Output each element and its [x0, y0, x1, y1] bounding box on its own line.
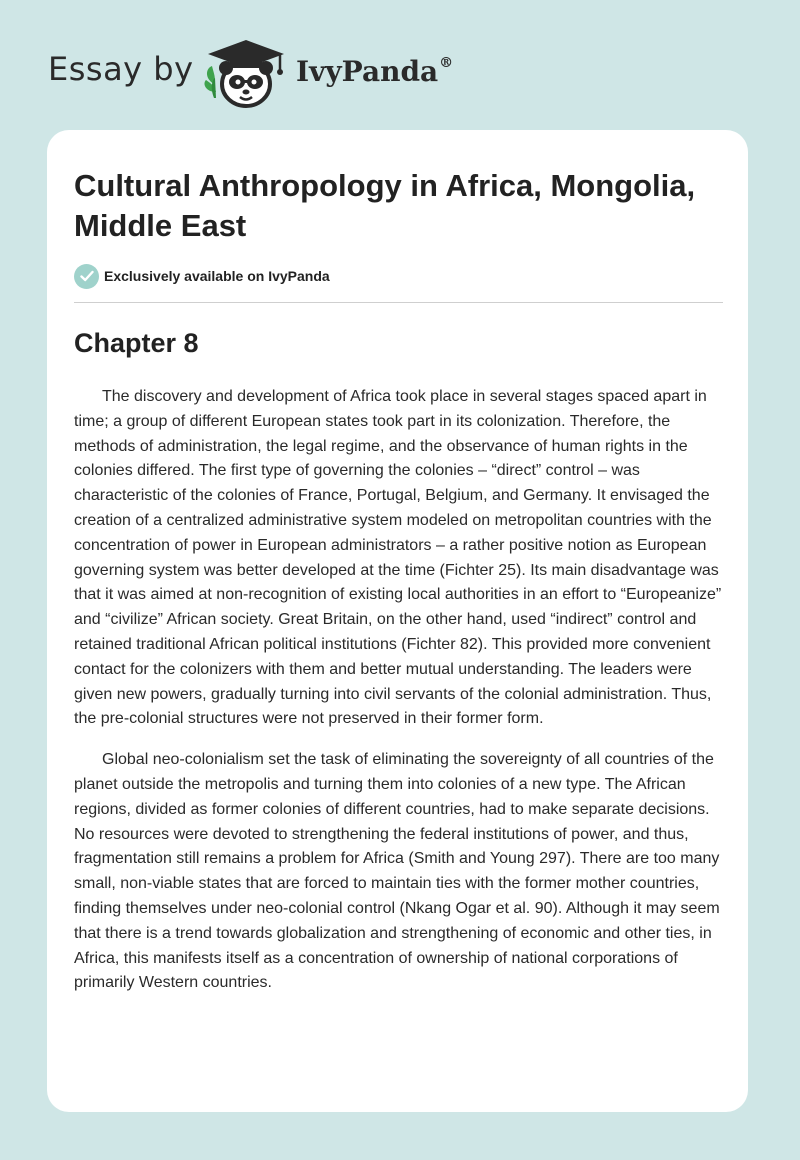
site-header [0, 0, 800, 130]
essay-card [47, 130, 748, 1112]
exclusive-badge [74, 263, 330, 289]
divider [74, 302, 723, 303]
registered-mark: ® [439, 55, 454, 71]
badge-text: Exclusively available on IvyPanda [104, 268, 330, 284]
essay-title: Cultural Anthropology in Africa, Mongolia, Middle East [74, 168, 696, 243]
paragraph: The discovery and development of Africa took place in several stages spaced apart in time; a group of different European states took part in its colonization. Therefore, the methods of administration, the legal regime, and the observance of human rights in the colonies differed. The first type of governing the colonies – “direct” control – was characteristic of the colonies of France, Portugal, Belgium, and Germany. It envisaged the creation of a centralized administrative system modeled on metropolitan countries with the concentration of power in European administrators – a rather positive notion as European governing system was better developed at the time (Fichter 25). Its main disadvantage was that it was aimed at non-recognition of existing local authorities in an effort to “Europeanize” and “civilize” African society. Great Britain, on the other hand, used “indirect” control and retained traditional African political institutions (Fichter 82). This provided more convenient contact for the colonizers with them and better mutual understanding. The leaders were given new powers, gradually turning into civil servants of the colonial administration. Thus, the pre-colonial structures were not preserved in their former form. [74, 388, 722, 728]
brand-name[interactable] [296, 55, 453, 88]
paragraph: Global neo-colonialism set the task of eliminating the sovereignty of all countries of the planet outside the metropolis and turning them into colonies of a new type. The African regions, divided as former colonies of different countries, had to make separate decisions. No resources were devoted to strengthening the federal institutions of power, and thus, fragmentation still remains a problem for Africa (Smith and Young 297). There are too many small, non-viable states that are forced to maintain ties with the former mother countries, finding themselves under neo-colonial control (Nkang Ogar et al. 90). Although it may seem that there is a trend towards globalization and strengthening of economic and other ties, in Africa, this manifests itself as a concentration of ownership of national corporations of primarily Western countries. [74, 751, 720, 992]
brand-prefix: Essay by [48, 50, 194, 88]
brand-name-text: IvyPanda [296, 55, 439, 88]
essay-body [74, 385, 724, 1012]
chapter-heading: Chapter 8 [74, 328, 199, 358]
panda-graduate-icon[interactable] [200, 36, 292, 110]
check-circle-icon [74, 264, 99, 289]
